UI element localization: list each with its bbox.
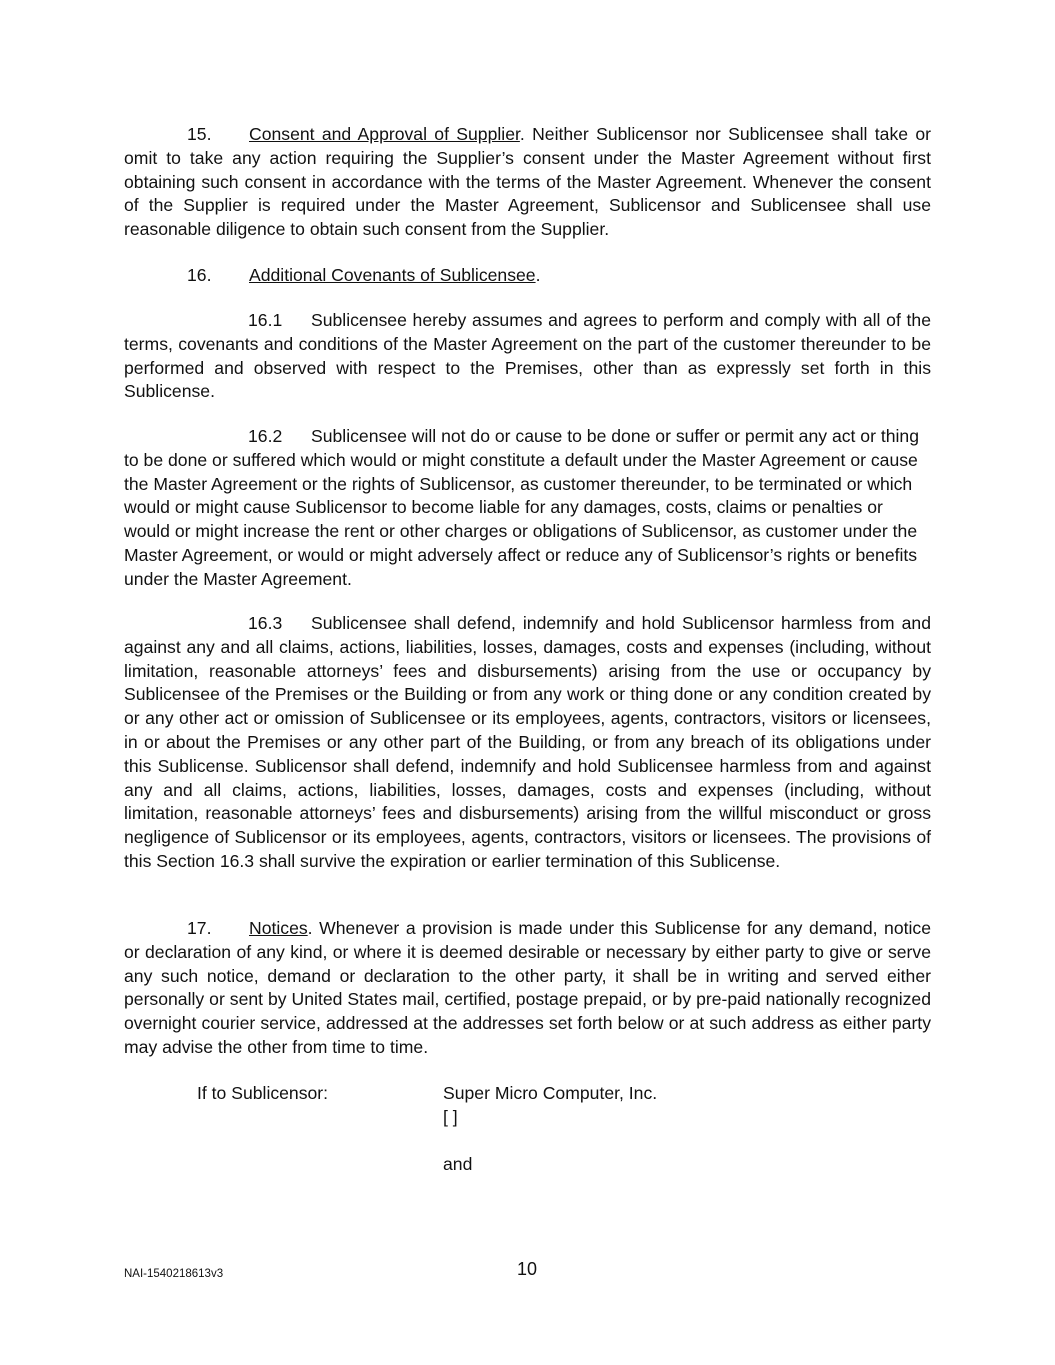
address-placeholder: [ ] (443, 1107, 458, 1127)
section-17-text: . Whenever a provision is made under this Sublicense for any demand, notice or declaration of any kind, or where it is deemed desirable or necessary by either party to give or serve any such notice, demand or declaration to the other party, it shall be in writing and served either personally or sent by United States mail, certified, postage prepaid, or by pre-paid nationally recognized overnight courier service, addressed at the addresses set forth below or at such address as either party may advise the other from time to time. (124, 918, 931, 1057)
section-16-3-number: 16.3 (248, 613, 283, 633)
address-company-name: Super Micro Computer, Inc. (443, 1083, 658, 1103)
section-17-title: Notices (249, 918, 308, 938)
section-16-title-end: . (535, 265, 541, 285)
section-15 (124, 123, 931, 242)
address-and: and (443, 1154, 473, 1174)
section-15-number: 15. (187, 124, 212, 144)
section-15-text: . Neither Sublicensor nor Sublicensee shall take or omit to take any action requiring the Supplier’s consent under the Master Agreement without first obtaining such consent in accordance with the terms of the Master Agreement. Whenever the consent of the Supplier is required under the Master Agreement, Sublicensor and Sublicensee shall use reasonable diligence to obtain such consent from the Supplier. (124, 124, 931, 240)
section-16-1-number: 16.1 (248, 310, 283, 330)
section-17-number: 17. (187, 918, 212, 938)
section-16-2-number: 16.2 (248, 426, 283, 446)
address-label: If to Sublicensor: (197, 1083, 329, 1103)
section-16-heading (187, 264, 540, 288)
page-number: 10 (517, 1259, 538, 1279)
section-16-2-text: Sublicensee will not do or cause to be done or suffer or permit any act or thing to be done or suffered which would or might constitute a default under the Master Agreement or cause the Master Agreement or the rights of Sublicensor, as customer thereunder, to be terminated or which would or might cause Sublicensor to become liable for any damages, costs, claims or penalties or would or might increase the rent or other charges or obligations of Sublicensor, as customer under the Master Agreement, or would or might adversely affect or reduce any of Sublicensor’s rights or benefits under the Master Agreement. (124, 426, 919, 589)
section-16-3-text: Sublicensee shall defend, indemnify and hold Sublicensor harmless from and against any and all claims, actions, liabilities, losses, damages, costs and expenses (including, without limitation, reasonable attorneys’ fees and disbursements) arising from the use or occupancy by Sublicensee of the Premises or the Building or from any work or thing done or any condition created by or any other act or omission of Sublicensee or its employees, agents, contractors, visitors or licensees, in or about the Premises or any other part of the Building, or from any breach of its obligations under this Sublicense. Sublicensor shall defend, indemnify and hold Sublicensee harmless from and against any and all claims, actions, liabilities, losses, damages, costs and expenses (including, without limitation, reasonable attorneys’ fees and disbursements) arising from the willful misconduct or gross negligence of Sublicensor or its employees, agents, contractors, visitors or licensees. The provisions of this Section 16.3 shall survive the expiration or earlier termination of this Sublicense. (124, 613, 931, 871)
section-16-2 (124, 425, 931, 592)
section-16-3 (124, 612, 931, 874)
section-16-1 (124, 309, 931, 404)
section-15-title: Consent and Approval of Supplier (249, 124, 520, 144)
section-16-number: 16. (187, 265, 212, 285)
footer-document-id: NAI-1540218613v3 (124, 1268, 224, 1280)
section-16-1-text: Sublicensee hereby assumes and agrees to perform and comply with all of the terms, covenants and conditions of the Master Agreement on the part of the customer thereunder to be performed and observed with respect to the Premises, other than as expressly set forth in this Sublicense. (124, 310, 931, 402)
section-17 (124, 917, 931, 1060)
section-16-title: Additional Covenants of Sublicensee (249, 265, 536, 285)
